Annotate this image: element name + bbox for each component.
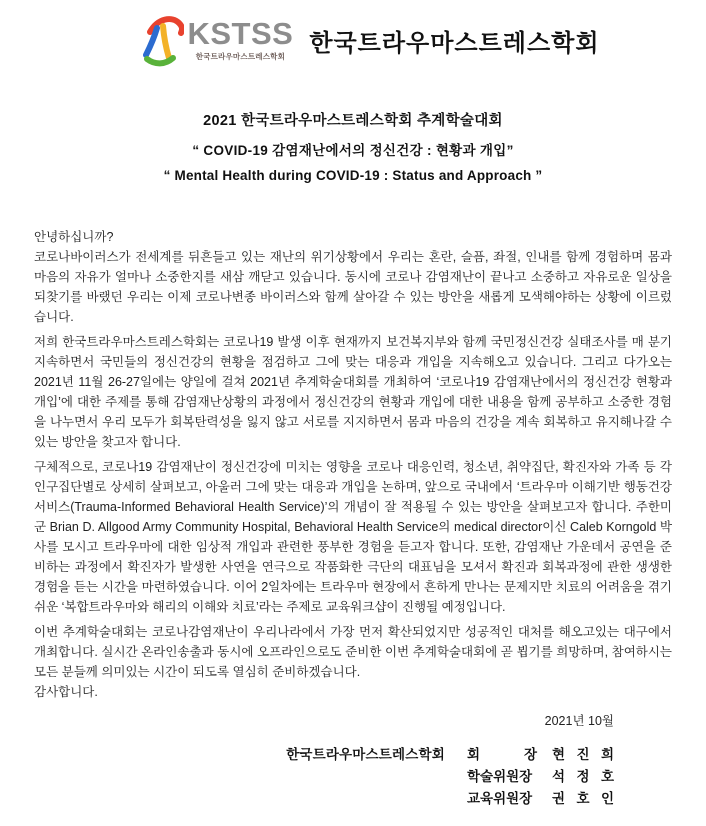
- signature-row-academic-chair: [467, 766, 614, 788]
- greeting-line: 안녕하십니까?: [34, 230, 114, 244]
- logo-caption: 한국트라우마스트레스학회: [195, 51, 286, 61]
- conference-title: 2021 한국트라우마스트레스학회 추계학술대회: [203, 113, 503, 129]
- paragraph-1: 코로나바이러스가 전세계를 뒤흔들고 있는 재난의 위기상황에서 우리는 혼란, 슬픔, 좌절, 인내를 함께 경험하며 몸과 마음의 자유가 얼마나 소중한지를 새삼 깨닫고 있습니다. 동시에 코로나 감염재난이 끝나고 소중하고 자유로운 일상을 되찾기를 바랬던 우리는 이제 코로나변종 바이러스와 함께 살아갈 수 있는 방안을 새롭게 모색해야하는 상황에 이르렀습니다.: [34, 250, 672, 324]
- organization-name: 한국트라우마스트레스학회: [309, 29, 600, 57]
- paragraph-4: 이번 추계학술대회는 코로나감염재난이 우리나라에서 가장 먼저 확산되었지만 성공적인 대처를 해오고있는 대구에서 개최합니다. 실시간 온라인송출과 동시에 오프라인으로도 준비한 이번 추계학술대회에 곧 뵙기를 희망하며, 참여하시는 모든 분들께 의미있는 시간이 되도록 열심히 준비하겠습니다.: [34, 625, 672, 679]
- kstss-logo-icon: [142, 13, 184, 67]
- date-line: 2021년 10월: [544, 714, 614, 728]
- signature-name: 현 진 희: [552, 747, 614, 762]
- logo-acronym: KSTSS: [187, 15, 294, 51]
- signature-org-name: 한국트라우마스트레스학회: [286, 747, 445, 762]
- signature-row-education-chair: [467, 788, 614, 810]
- signature-title: 교육위원장: [467, 791, 533, 806]
- paragraph-3: 구체적으로, 코로나19 감염재난이 정신건강에 미치는 영향을 코로나 대응인력, 청소년, 취약집단, 확진자와 가족 등 각 인구집단별로 상세히 살펴보고, 아울러 그에 맞는 대응과 개입을 논하며, 앞으로 국내에서 ‘트라우마 이해기반 행동건강서비스(Trauma-Informed Behavioral Health Service)’의 개념이 잘 적용될 수 있는 방안을 살펴보고자 합니다. 주한미군 Brian D. Allgood Army Community Hospital, Behavioral Health Service의 medical director이신 Caleb Korngold 박사를 모시고 트라우마에 대한 임상적 개입과 관련한 풍부한 경험을 듣고자 합니다. 또한, 감염재난 가운데서 공연을 준비하는 과정에서 확진자가 발생한 사연을 연극으로 작품화한 극단의 대표님을 모셔서 확진과 회복과정에 관한 생생한 경험을 듣는 시간을 마련하였습니다. 이어 2일차에는 트라우마 현장에서 흔하게 만나는 문제지만 치료의 어려움을 겪기 쉬운 ‘복합트라우마와 해리의 이해와 치료’라는 주제로 교육워크샵이 진행될 예정입니다.: [34, 460, 672, 614]
- conference-title-block: [0, 109, 706, 183]
- paragraph-2: 저희 한국트라우마스트레스학회는 코로나19 발생 이후 현재까지 보건복지부와 함께 국민정신건강 실태조사를 매 분기 지속하면서 국민들의 정신건강의 현황을 점검하고 그에 맞는 대응과 개입을 지속해오고 있습니다. 그리고 다가오는 2021년 11월 26-27일에는 양일에 걸쳐 2021년 추계학술대회를 개최하여 ‘코로나19 감염재난에서의 정신건강 현황과 개입’에 대한 주제를 통해 감염재난상황의 과정에서 정신건강의 현황과 개입에 대한 내용을 함께 공부하고 소중한 경험을 나누면서 우리 모두가 회복탄력성을 잃지 않고 서로를 지지하면서 몸과 마음의 건강을 계속 회복하고 유지해나갈 수 있는 방안을 찾고자 합니다.: [34, 335, 672, 449]
- conference-subtitle-korean: “ COVID-19 감염재난에서의 정신건강 : 현황과 개입”: [192, 143, 514, 158]
- signature-title: 학술위원장: [467, 769, 533, 784]
- letter-body: [34, 227, 672, 702]
- logo-text-column: [187, 15, 294, 62]
- logo-header: [0, 0, 706, 67]
- signature-title: 회 장: [467, 747, 537, 762]
- signature-block: [0, 744, 706, 810]
- closing-thanks: 감사합니다.: [34, 685, 98, 699]
- signature-row-president: [286, 744, 614, 766]
- signature-name: 권 호 인: [552, 791, 614, 806]
- conference-subtitle-english: “ Mental Health during COVID-19 : Status and Approach ”: [163, 168, 543, 183]
- signature-name: 석 정 호: [552, 769, 614, 784]
